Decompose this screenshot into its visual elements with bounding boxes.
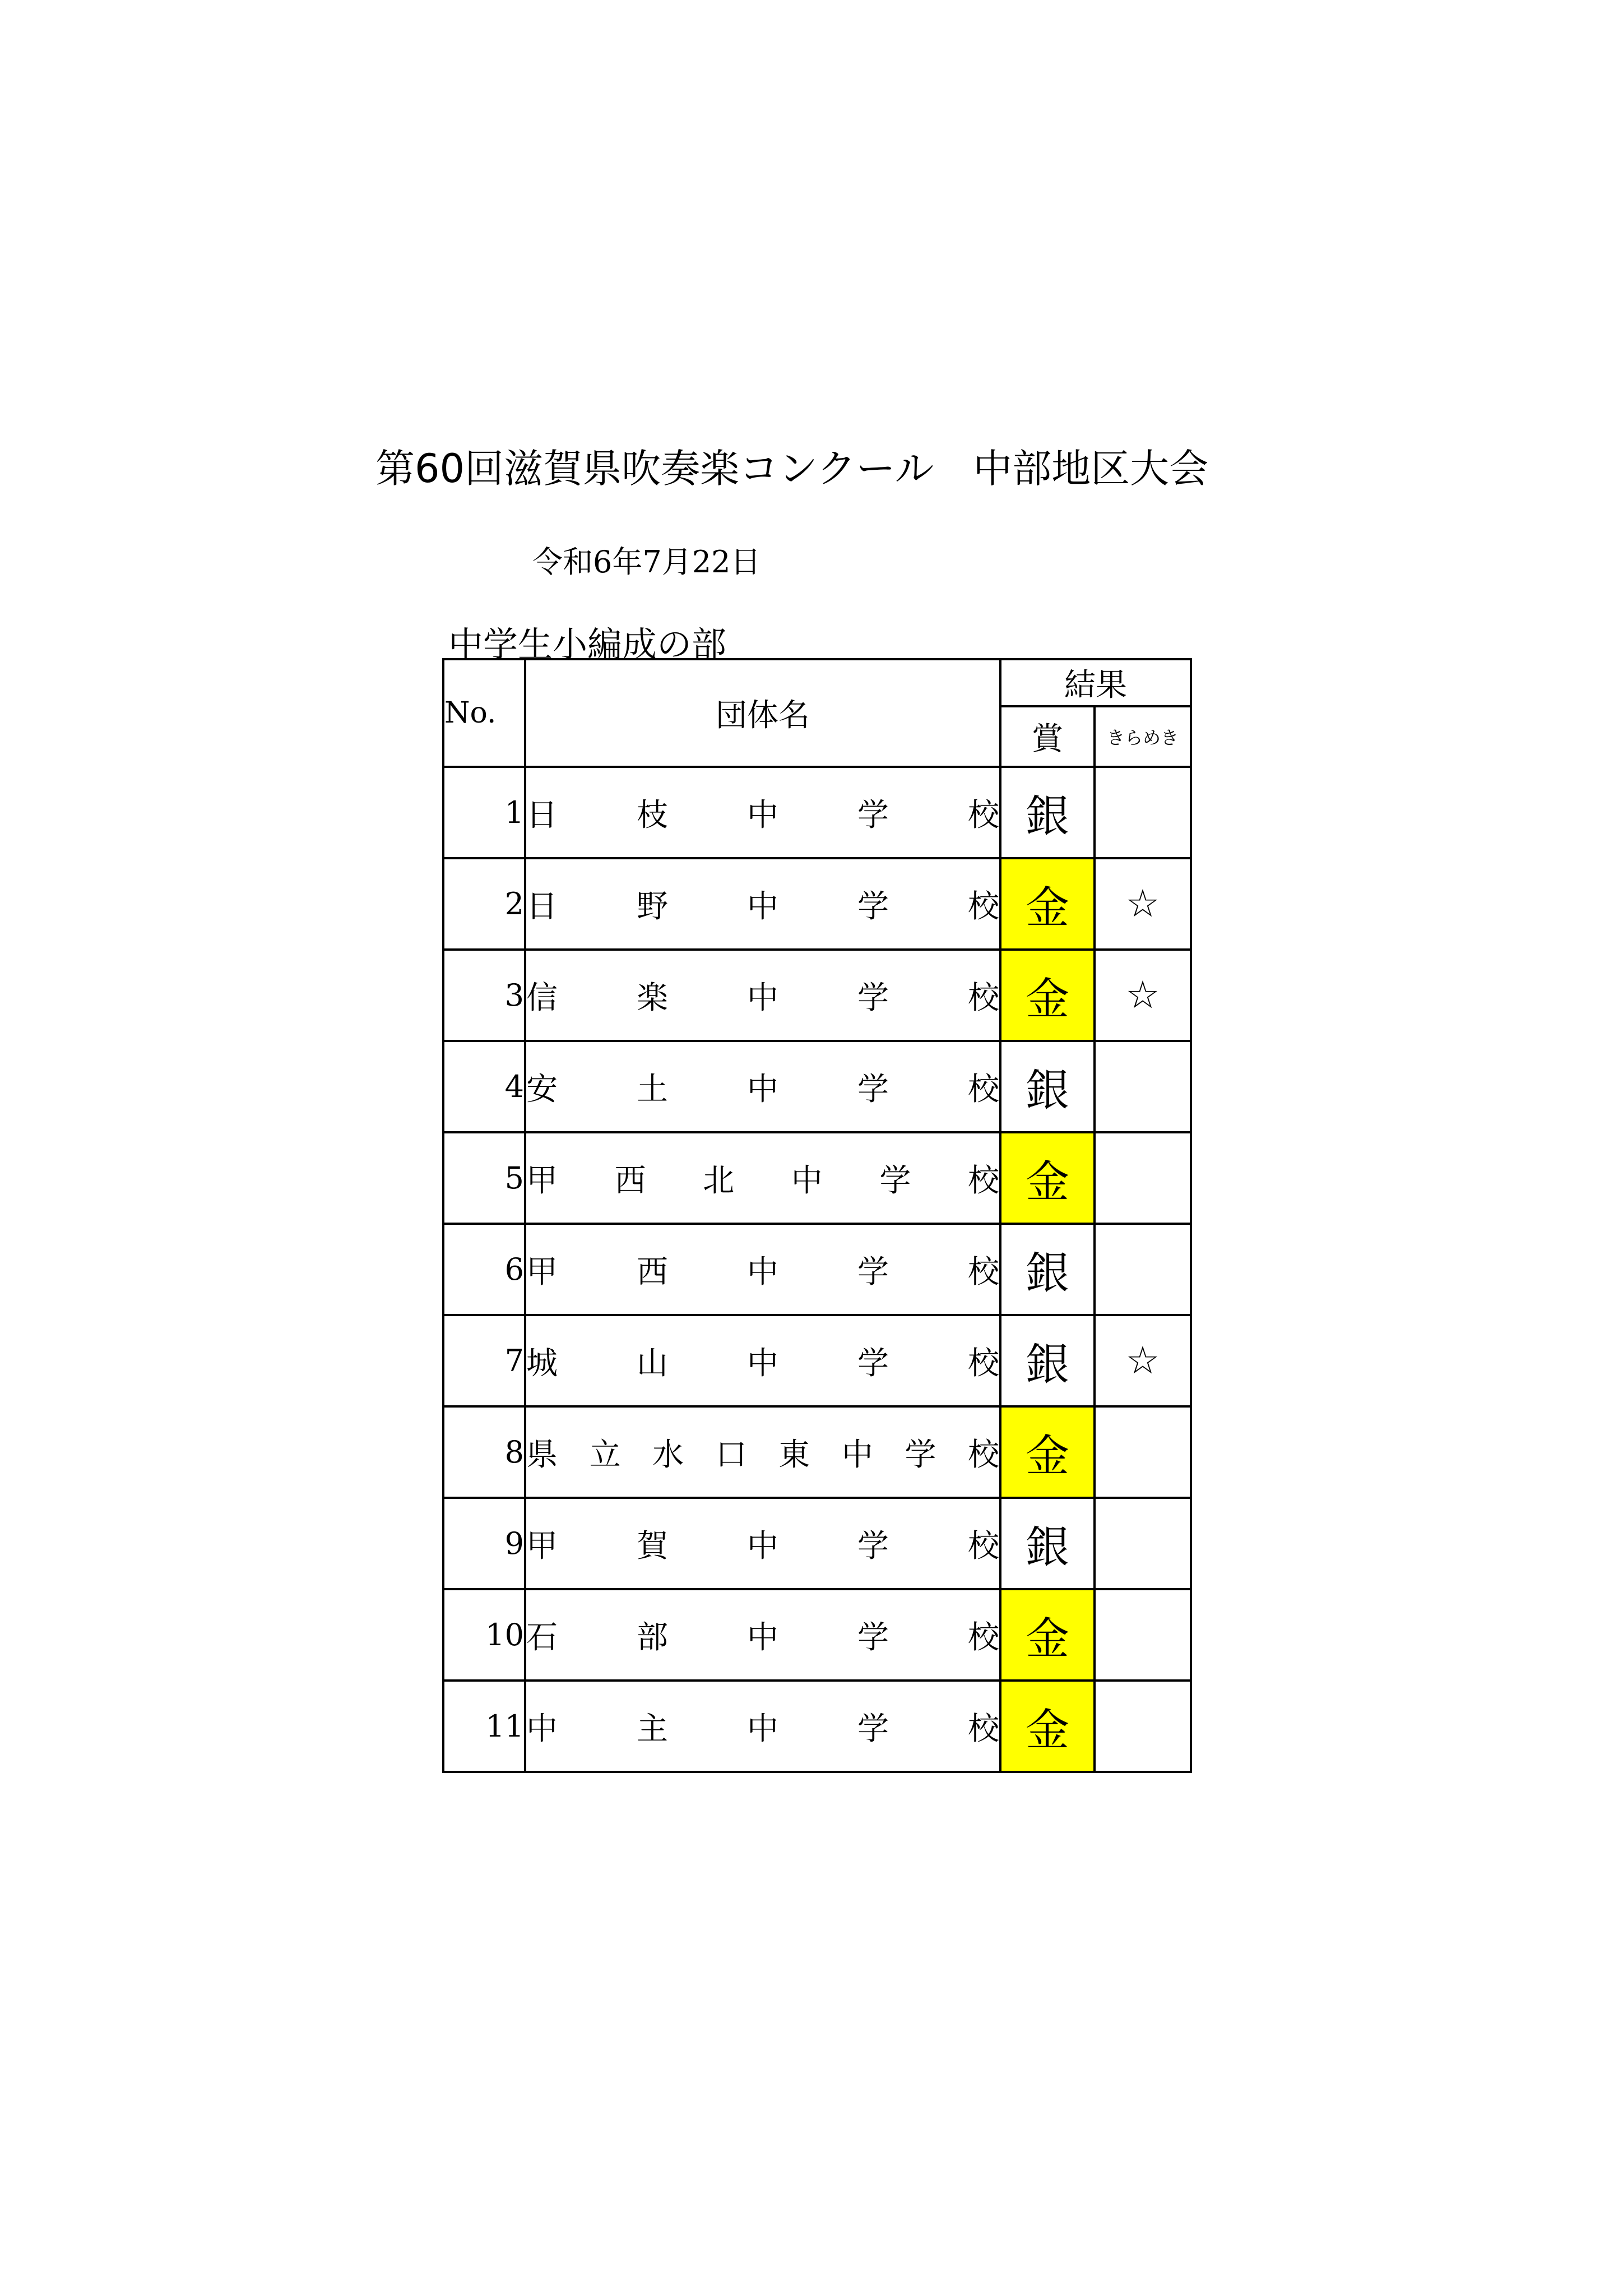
school-name-char: 中 xyxy=(747,1071,778,1108)
school-name-char: 学 xyxy=(857,1710,889,1747)
table-row xyxy=(443,1498,1191,1589)
table-row xyxy=(443,767,1191,858)
page-title: 第60回滋賀県吹奏楽コンクール 中部地区大会 xyxy=(375,446,1209,492)
kirameki-mark: ☆ xyxy=(1095,950,1191,1041)
school-name-char: 校 xyxy=(968,979,999,1016)
kirameki-mark xyxy=(1095,1041,1191,1132)
school-name-char: 山 xyxy=(637,1345,668,1382)
school-name-char: 学 xyxy=(857,1345,889,1382)
school-name-char: 校 xyxy=(968,1527,999,1564)
school-name-char: 学 xyxy=(857,979,889,1016)
school-name-char: 県 xyxy=(526,1436,558,1473)
prize-award: 銀 xyxy=(1000,1041,1095,1132)
row-number: 4 xyxy=(443,1041,525,1132)
row-number: 11 xyxy=(443,1681,525,1772)
school-name-char: 中 xyxy=(791,1162,823,1199)
school-name-char: 城 xyxy=(526,1345,558,1382)
school-name-char: 甲 xyxy=(526,1253,558,1290)
kirameki-mark xyxy=(1095,1406,1191,1498)
school-name-char: 校 xyxy=(967,1162,999,1199)
school-name-char: 中 xyxy=(747,1619,778,1656)
kirameki-mark: ☆ xyxy=(1095,1315,1191,1406)
school-name-char: 日 xyxy=(526,797,558,834)
row-number: 2 xyxy=(443,858,525,950)
school-name-char: 東 xyxy=(778,1436,810,1473)
school-name-char: 立 xyxy=(589,1436,621,1473)
kirameki-mark: ☆ xyxy=(1095,858,1191,950)
school-name-char: 信 xyxy=(526,979,558,1016)
row-number: 3 xyxy=(443,950,525,1041)
school-name-char: 学 xyxy=(905,1436,936,1473)
school-name-char: 土 xyxy=(637,1071,668,1108)
school-name-char: 中 xyxy=(747,1253,778,1290)
kirameki-mark xyxy=(1095,1589,1191,1681)
section-title: 中学生小編成の部 xyxy=(448,624,727,665)
school-name-char: 校 xyxy=(968,1071,999,1108)
kirameki-mark xyxy=(1095,767,1191,858)
row-number: 8 xyxy=(443,1406,525,1498)
table-row xyxy=(443,858,1191,950)
school-name xyxy=(525,1132,1000,1224)
prize-award: 銀 xyxy=(1000,767,1095,858)
school-name-char: 部 xyxy=(637,1619,668,1656)
school-name xyxy=(525,1315,1000,1406)
school-name xyxy=(525,1406,1000,1498)
kirameki-mark xyxy=(1095,1132,1191,1224)
school-name-char: 枝 xyxy=(637,797,668,834)
school-name-char: 校 xyxy=(967,1436,999,1473)
row-number: 1 xyxy=(443,767,525,858)
header-kirameki: きらめき xyxy=(1095,706,1191,767)
table-row xyxy=(443,1589,1191,1681)
prize-award: 金 xyxy=(1000,1406,1095,1498)
prize-award: 銀 xyxy=(1000,1315,1095,1406)
prize-award: 金 xyxy=(1000,1132,1095,1224)
school-name-char: 校 xyxy=(968,888,999,925)
school-name-char: 中 xyxy=(747,1710,778,1747)
school-name-char: 西 xyxy=(614,1162,646,1199)
school-name-char: 日 xyxy=(526,888,558,925)
school-name-char: 口 xyxy=(715,1436,747,1473)
prize-award: 銀 xyxy=(1000,1224,1095,1315)
school-name xyxy=(525,950,1000,1041)
school-name-char: 学 xyxy=(857,797,889,834)
row-number: 10 xyxy=(443,1589,525,1681)
table-row xyxy=(443,950,1191,1041)
school-name-char: 安 xyxy=(526,1071,558,1108)
school-name-char: 西 xyxy=(637,1253,668,1290)
school-name-char: 野 xyxy=(637,888,668,925)
school-name-char: 学 xyxy=(857,1071,889,1108)
school-name-char: 校 xyxy=(968,1710,999,1747)
school-name-char: 中 xyxy=(526,1710,558,1747)
row-number: 7 xyxy=(443,1315,525,1406)
kirameki-mark xyxy=(1095,1681,1191,1772)
row-number: 5 xyxy=(443,1132,525,1224)
prize-award: 金 xyxy=(1000,1681,1095,1772)
header-result: 結果 xyxy=(1000,659,1191,706)
kirameki-mark xyxy=(1095,1498,1191,1589)
school-name-char: 校 xyxy=(968,1619,999,1656)
row-number: 6 xyxy=(443,1224,525,1315)
prize-award: 金 xyxy=(1000,1589,1095,1681)
table-row xyxy=(443,1224,1191,1315)
results-table xyxy=(442,658,1192,1773)
school-name-char: 中 xyxy=(747,1527,778,1564)
school-name-char: 学 xyxy=(857,1619,889,1656)
table-row xyxy=(443,1132,1191,1224)
prize-award: 銀 xyxy=(1000,1498,1095,1589)
school-name-char: 校 xyxy=(968,797,999,834)
kirameki-mark xyxy=(1095,1224,1191,1315)
school-name xyxy=(525,1589,1000,1681)
school-name-char: 楽 xyxy=(637,979,668,1016)
school-name-char: 中 xyxy=(747,888,778,925)
school-name-char: 賀 xyxy=(637,1527,668,1564)
school-name xyxy=(525,1224,1000,1315)
school-name-char: 主 xyxy=(637,1710,668,1747)
school-name-char: 甲 xyxy=(526,1162,558,1199)
school-name-char: 水 xyxy=(652,1436,684,1473)
table-row xyxy=(443,1041,1191,1132)
prize-award: 金 xyxy=(1000,950,1095,1041)
school-name xyxy=(525,858,1000,950)
school-name-char: 中 xyxy=(841,1436,873,1473)
school-name-char: 校 xyxy=(968,1345,999,1382)
school-name xyxy=(525,767,1000,858)
header-prize: 賞 xyxy=(1000,706,1095,767)
school-name-char: 北 xyxy=(703,1162,735,1199)
row-number: 9 xyxy=(443,1498,525,1589)
school-name-char: 学 xyxy=(879,1162,911,1199)
header-name: 団体名 xyxy=(525,659,1000,767)
school-name-char: 中 xyxy=(747,979,778,1016)
school-name-char: 中 xyxy=(747,797,778,834)
school-name-char: 学 xyxy=(857,1527,889,1564)
school-name-char: 中 xyxy=(747,1345,778,1382)
school-name xyxy=(525,1041,1000,1132)
table-row xyxy=(443,1315,1191,1406)
header-no: No. xyxy=(443,659,525,767)
school-name-char: 学 xyxy=(857,1253,889,1290)
school-name xyxy=(525,1498,1000,1589)
school-name-char: 甲 xyxy=(526,1527,558,1564)
table-row xyxy=(443,1681,1191,1772)
school-name-char: 校 xyxy=(968,1253,999,1290)
prize-award: 金 xyxy=(1000,858,1095,950)
school-name-char: 学 xyxy=(857,888,889,925)
event-date: 令和6年7月22日 xyxy=(532,544,761,580)
school-name xyxy=(525,1681,1000,1772)
table-row xyxy=(443,1406,1191,1498)
school-name-char: 石 xyxy=(526,1619,558,1656)
